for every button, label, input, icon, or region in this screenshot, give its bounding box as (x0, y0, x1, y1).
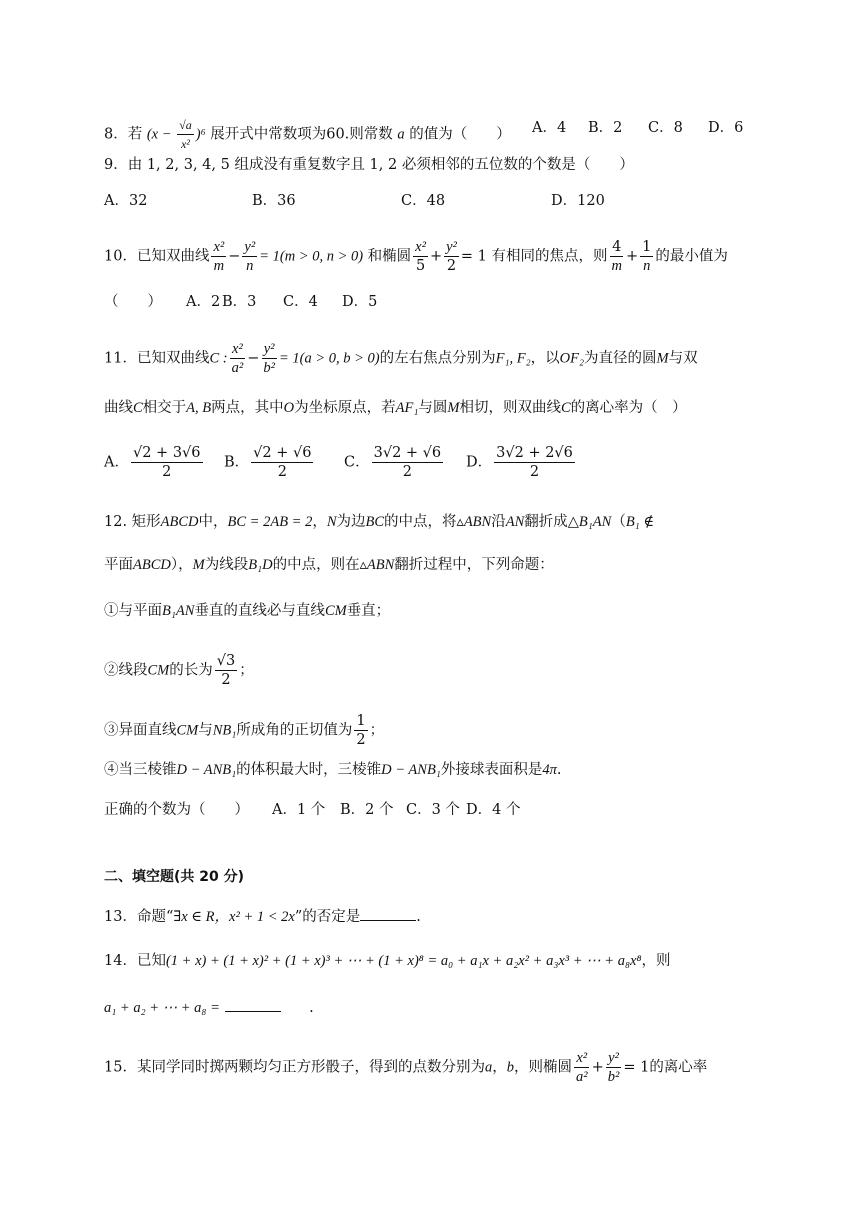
q11-option-d: D． $\frac{3√2 + 2√6}{2}$ (466, 445, 573, 480)
question-13: 13．命题“∃x ∈ R，x² + 1 < 2x”的否定是 . (104, 906, 421, 927)
q12-proposition-2: ②线段CM的长为 $\frac{√3}{2}$ ； (104, 653, 254, 688)
q8-expr: (x − (146, 126, 176, 143)
question-12-line-2: 平面ABCD），M为线段B₁D的中点，则在▵ABN翻折过程中，下列命题： (104, 557, 554, 573)
q10-option-a: A．2 (186, 294, 221, 310)
question-14-line-2: a₁ + a₂ + ⋯ + a₈ = . (104, 997, 314, 1018)
q11-option-c: C． $\frac{3√2 + √6}{2}$ (344, 445, 442, 480)
section-heading: 二、填空题(共 20 分) (104, 869, 245, 885)
q11-option-a: A． $\frac{√2 + 3√6}{2}$ (104, 445, 201, 480)
q10-frac-6: $\frac{1}{n}$ (642, 239, 652, 274)
q10-frac-1: $\frac{\text{x²}}{m}$ (213, 239, 225, 274)
q10-frac-3: $\frac{\text{x²}}{5}$ (415, 239, 426, 274)
q10-option-b: B．3 (222, 294, 257, 310)
q12-stem-end: 正确的个数为（ ） (104, 802, 249, 818)
q12-proposition-4: ④当三棱锥D − ANB₁的体积最大时，三棱锥D − ANB₁外接球表面积是4π. (104, 762, 562, 778)
question-14: 14．已知(1 + x) + (1 + x)² + (1 + x)³ + ⋯ + (1 + x)⁸ = a₀ + a₁x + a₂x² + a₃x³ + ⋯ + a₈x⁸，则 (104, 953, 671, 969)
q9-option-c: C．48 (401, 193, 446, 209)
q10-paren: （ ） (104, 294, 162, 310)
q9-option-d: D．120 (551, 193, 605, 209)
q8-fraction: $\frac{√a}{\text{x²}}$ (179, 118, 192, 151)
q8-option-a: A．4 (532, 120, 567, 136)
q11-frac-2: $\frac{\text{y²}}{\text{b²}}$ (263, 341, 275, 376)
question-8: 8．若 (x − $\frac{√a}{\text{x²}}$ )⁶ 展开式中常数项为60.则常数 a 的值为（ ） (104, 118, 511, 151)
q10-option-c: C．4 (283, 294, 318, 310)
q8-option-b: B．2 (588, 120, 623, 136)
question-10: 10．已知双曲线 $\frac{\text{x²}}{m}$ − $\frac{\text{y²}}{n}$ = 1(m > 0, n > 0) 和椭圆 $\frac{\text{x²}}{5}$ + $\frac{\text{y²}}{2}$ = 1 有相同的焦点，则 $\frac{4}{m}$ + $\frac{1}{n}$ 的最小值为 (104, 239, 728, 274)
q10-frac-5: $\frac{4}{m}$ (611, 239, 622, 274)
q12-option-d: D．4 个 (466, 802, 521, 818)
q12-option-a: A．1 个 (272, 802, 326, 818)
q12-option-c: C．3 个 (406, 802, 460, 818)
q12-option-b: B．2 个 (340, 802, 394, 818)
q9-option-b: B．36 (252, 193, 296, 209)
q8-option-d: D．6 (708, 120, 744, 136)
q8-option-c: C．8 (648, 120, 683, 136)
q11-option-b: B． $\frac{√2 + √6}{2}$ (224, 445, 312, 480)
q8-stem: 8．若 (104, 126, 143, 143)
question-11: 11．已知双曲线C : $\frac{\text{x²}}{\text{a²}}$ − $\frac{\text{y²}}{\text{b²}}$ = 1(a > 0, b > 0)的左右焦点分别为F₁, F₂，以OF₂为直径的圆M与双 (104, 341, 698, 376)
q12-proposition-1: ①与平面B₁AN垂直的直线必与直线CM垂直； (104, 603, 391, 619)
question-12: 12. 矩形ABCD中，BC = 2AB = 2，N为边BC的中点，将▵ABN沿AN翻折成△B₁AN（B₁ ∉ (104, 514, 655, 530)
question-11-line-2: 曲线C相交于A, B两点，其中O为坐标原点，若AF₁与圆M相切，则双曲线C的离心率为（ ） (104, 400, 687, 416)
question-9: 9．由 1, 2, 3, 4, 5 组成没有重复数字且 1, 2 必须相邻的五位数的个数是（ ） (104, 157, 634, 173)
q14-answer-blank[interactable] (225, 997, 281, 1012)
q13-answer-blank[interactable] (360, 906, 416, 921)
q10-frac-2: $\frac{\text{y²}}{n}$ (244, 239, 256, 274)
q9-option-a: A．32 (104, 193, 148, 209)
q10-frac-4: $\frac{\text{y²}}{2}$ (446, 239, 457, 274)
q12-proposition-3: ③异面直线CM与NB₁所成角的正切值为 $\frac{1}{2}$ ； (104, 713, 385, 748)
q11-frac-1: $\frac{\text{x²}}{\text{a²}}$ (231, 341, 244, 376)
q10-option-d: D．5 (342, 294, 378, 310)
question-15: 15．某同学同时掷两颗均匀正方形骰子，得到的点数分别为a，b，则椭圆 $\frac{\text{x²}}{\text{a²}}$ + $\frac{\text{y²}}{\text{b²}}$ = 1的离心率 (104, 1050, 708, 1085)
